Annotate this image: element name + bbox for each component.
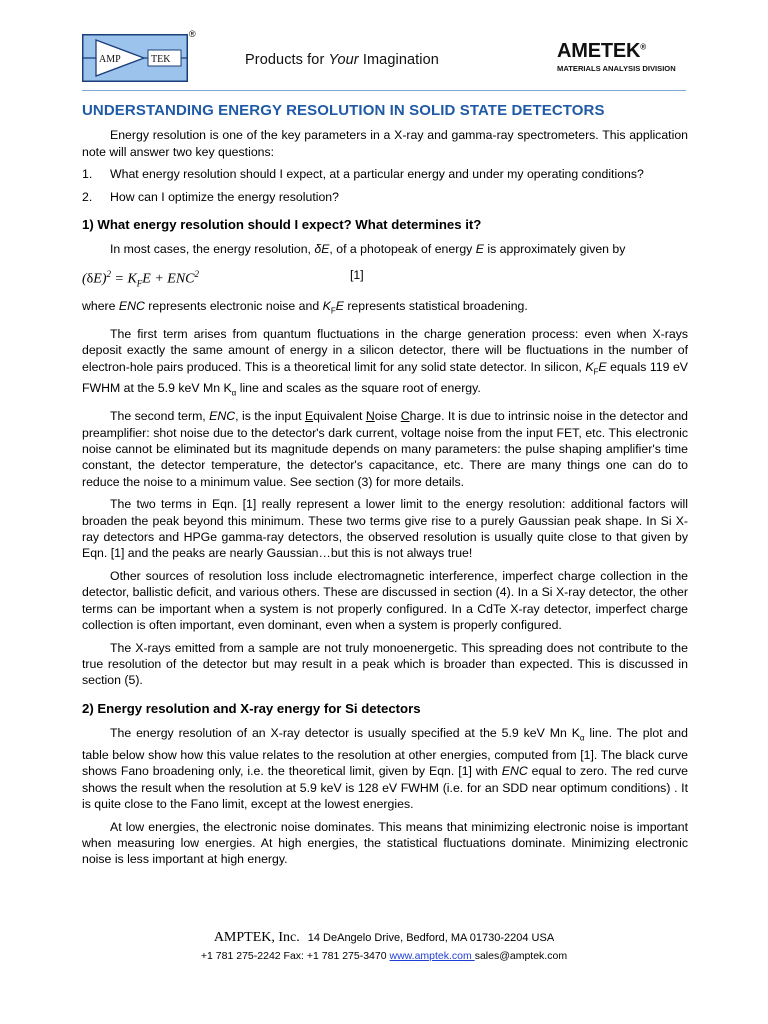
s2-paragraph-2: At low energies, the electronic noise dominates. This means that minimizing electronic noise is important when measuring low energies. At high energies, the statistical fluctuations dominate. Minimizing electronic noise is less important at high energy. (82, 819, 688, 867)
footer-address: 14 DeAngelo Drive, Bedford, MA 01730-2204 USA (307, 932, 555, 944)
amptek-registered-mark: ® (189, 29, 196, 39)
s1-where-line: where ENC represents electronic noise and $K_FE$ represents statistical broadening. (82, 298, 528, 316)
document-body (82, 99, 688, 874)
page-title: UNDERSTANDING ENERGY RESOLUTION IN SOLID STATE DETECTORS (82, 102, 605, 119)
amptek-logo (82, 34, 188, 82)
section-1-heading: 1) What energy resolution should I expect? What determines it? (82, 217, 482, 233)
page-header (0, 0, 768, 100)
header-divider (82, 90, 686, 91)
logo-amp-text: AMP (99, 54, 121, 65)
s1-paragraph-5: Other sources of resolution loss include electromagnetic interference, imperfect charge collection in the detector, ballistic deficit, and various others. These are discussed in section (4). In a Si X-ray detector, the other terms can be important when a system is not properly configured. In a CdTe X-ray detector, imperfect charge collection is often important, even dominant, even when a system is properly configured. (82, 568, 688, 633)
footer-contact-line (0, 950, 768, 962)
s2-paragraph-1: The energy resolution of an X-ray detector is usually specified at the 5.9 keV Mn $K_\alpha$ line. The plot and table below show how this value relates to the resolution at other energies, computed from [1]. The black curve shows Fano broadening only, i.e. the theoretical limit, given by Eqn. [1] with ENC equal to zero. The red curve shows the result when the resolution at 5.9 keV is 128 eV FWHM (i.e. for an SDD near optimum conditions) . It is quite close to the Fano limit, except at the lowest energies. (82, 726, 688, 812)
section-2-heading: 2) Energy resolution and X-ray energy for Si detectors (82, 700, 421, 716)
s1-paragraph-6: The X-rays emitted from a sample are not truly monoenergetic. This spreading does not contribute to the true resolution of the detector but may result in a peak which is broader than expected. This is discussed in section (5). (82, 640, 688, 688)
tagline: Products for Your Imagination (245, 52, 439, 68)
footer-address-line (0, 930, 768, 946)
ametek-logo (557, 40, 677, 76)
ametek-division: MATERIALS ANALYSIS DIVISION (557, 64, 676, 73)
s1-paragraph-1: In most cases, the energy resolution, δE, of a photopeak of energy E is approximately given by (110, 242, 626, 257)
footer-website-link[interactable]: www.amptek.com (389, 950, 475, 962)
ametek-wordmark: AMETEK® (557, 40, 646, 62)
logo-tek-text: TEK (151, 54, 171, 65)
page-footer (0, 930, 768, 962)
equation-1 (82, 264, 688, 292)
s1-paragraph-2: The first term arises from quantum fluctuations in the charge generation process: even when X-rays deposit exactly the same amount of energy in a silicon detector, there will be fluctuations in the number of electron-hole pairs produced. This is a theoretical limit for any solid state detector. In silicon, $K_FE$ equals 119 eV FWHM at the 5.9 keV Mn $K_\alpha$ line and scales as the square root of energy. (82, 326, 688, 398)
footer-company: AMPTEK, Inc. (213, 930, 300, 945)
intro-paragraph: Energy resolution is one of the key parameters in a X-ray and gamma-ray spectrometers. This application note will answer two key questions: (82, 128, 688, 159)
s1-paragraph-4: The two terms in Eqn. [1] really represent a lower limit to the energy resolution: additional factors will broaden the peak beyond this minimum. These two terms give rise to a purely Gaussian peak shape. In Si X-ray detectors and HPGe gamma-ray detectors, the observed resolution is usually quite close to that given by Eqn. [1] and the peaks are nearly Gaussian…but this is not always true! (82, 497, 688, 561)
footer-email: sales@amptek.com (474, 950, 568, 962)
equation-label: [1] (350, 267, 364, 282)
equation-formula: $(\delta E)^2 = K_FE + ENC^2$ (82, 268, 200, 289)
footer-phone-fax: +1 781 275-2242 Fax: +1 781 275-3470 (200, 950, 390, 962)
list-item: 2. How can I optimize the energy resolution? (82, 189, 339, 204)
s1-paragraph-3: The second term, ENC, is the input Equivalent Noise Charge. It is due to intrinsic noise in the detector and preamplifier: shot noise due to the detector's dark current, voltage noise from the input FET, etc. This electronic noise cannot be eliminated but its magnitude depends on many parameters: the pulse shaping amplifier's time constant, the detector temperature, the detector's capacitance, etc. There are many things one can do to reduce the noise to a minimum value. See section (3) for more details. (82, 409, 689, 489)
list-item: 1. What energy resolution should I expect, at a particular energy and under my operating conditions? (82, 167, 644, 182)
